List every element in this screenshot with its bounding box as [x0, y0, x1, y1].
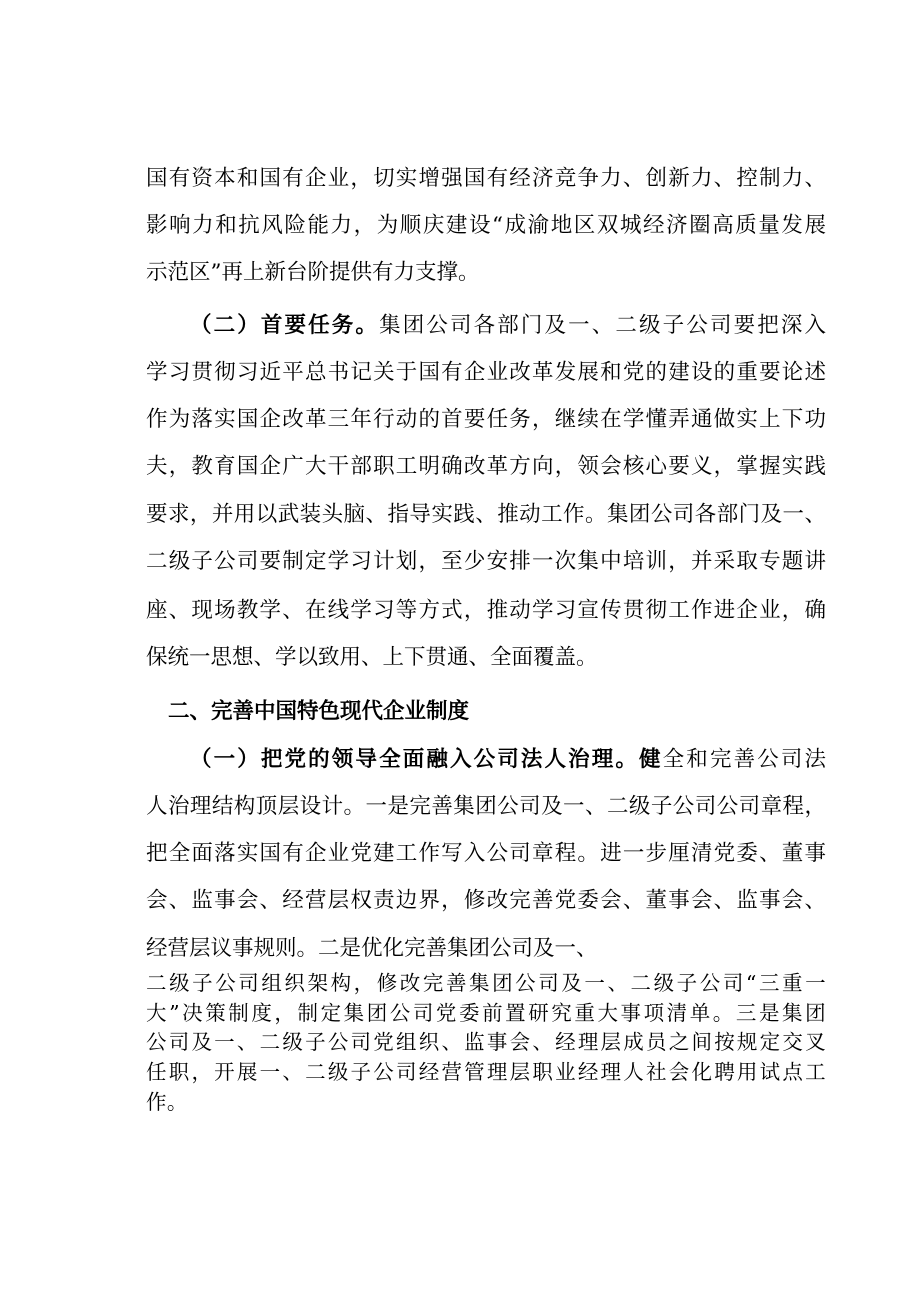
paragraph-1-line-1: 国有资本和国有企业，切实增强国有经济竞争力、创新力、控制力、 [146, 166, 826, 191]
paragraph-2-line-6: 二级子公司要制定学习计划，至少安排一次集中培训，并采取专题讲 [146, 549, 826, 574]
paragraph-3-line-7: 大”决策制度，制定集团公司党委前置研究重大事项清单。三是集团 [146, 1001, 826, 1025]
paragraph-2-line-7: 座、现场教学、在线学习等方式，推动学习宣传贯彻工作进企业，确 [146, 598, 826, 623]
paragraph-2-line-3: 作为落实国企改革三年行动的首要任务，继续在学懂弄通做实上下功 [146, 407, 826, 432]
paragraph-3-line-1 [190, 745, 826, 775]
paragraph-3-line-5: 经营层议事规则。二是优化完善集团公司及一、 [146, 936, 598, 961]
section-2-title: 二、完善中国特色现代企业制度 [168, 699, 470, 724]
paragraph-3-line-3: 把全面落实国有企业党建工作写入公司章程。进一步厘清党委、董事 [146, 841, 826, 866]
paragraph-3-line-2: 人治理结构顶层设计。一是完善集团公司及一、二级子公司公司章程， [146, 794, 826, 819]
paragraph-3-line-10: 作。 [146, 1090, 188, 1114]
paragraph-2-line-8: 保统一思想、学以致用、上下贯通、全面覆盖。 [146, 645, 598, 670]
paragraph-2-line-4: 夫，教育国企广大干部职工明确改革方向，领会核心要义，掌握实践 [146, 454, 826, 479]
paragraph-2-line-1 [190, 311, 826, 341]
paragraph-2-line-2: 学习贯彻习近平总书记关于国有企业改革发展和党的建设的重要论述 [146, 360, 826, 385]
paragraph-3-heading: （一）把党的领导全面融入公司法人治理。健 [190, 747, 663, 772]
paragraph-3-line-9: 任职，开展一、二级子公司经营管理层职业经理人社会化聘用试点工 [146, 1060, 826, 1084]
paragraph-3-line-6: 二级子公司组织架构，修改完善集团公司及一、二级子公司“三重一 [146, 971, 826, 995]
paragraph-2-heading: （二）首要任务。 [190, 313, 380, 338]
paragraph-3-line-8: 公司及一、二级子公司党组织、监事会、经理层成员之间按规定交叉 [146, 1030, 826, 1054]
paragraph-2-first-line-text: 集团公司各部门及一、二级子公司要把深入 [379, 313, 826, 338]
paragraph-3-first-line-text: 全和完善公司法 [662, 747, 826, 772]
paragraph-2-line-5: 要求，并用以武装头脑、指导实践、推动工作。集团公司各部门及一、 [146, 502, 826, 527]
paragraph-3-line-4: 会、监事会、经营层权责边界，修改完善党委会、董事会、监事会、 [146, 888, 826, 913]
paragraph-1-line-3: 示范区”再上新台阶提供有力支撑。 [146, 260, 480, 285]
paragraph-1-line-2: 影响力和抗风险能力，为顺庆建设“成渝地区双城经济圈高质量发展 [146, 213, 826, 238]
